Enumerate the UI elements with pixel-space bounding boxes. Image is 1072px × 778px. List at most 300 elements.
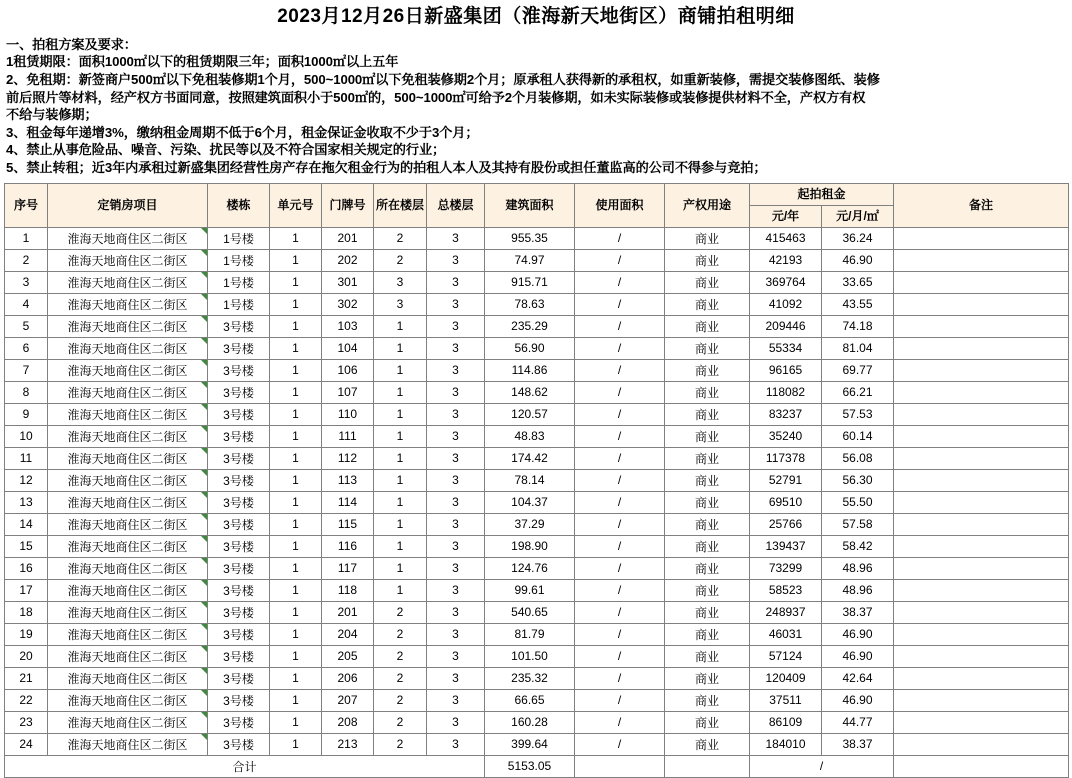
cell-total-floor: 3	[427, 249, 485, 271]
cell-index: 17	[5, 579, 48, 601]
cell-property-use: 商业	[665, 535, 750, 557]
cell-project: 淮海天地商住区二街区	[48, 645, 208, 667]
cell-building: 3号楼	[208, 689, 270, 711]
cell-price-month: 46.90	[822, 623, 894, 645]
table-row[interactable]	[5, 425, 1069, 447]
cell-build-area: 114.86	[485, 359, 575, 381]
cell-index: 6	[5, 337, 48, 359]
cell-remark	[894, 249, 1069, 271]
cell-building: 3号楼	[208, 359, 270, 381]
th-project: 定销房项目	[48, 183, 208, 227]
total-build-area: 5153.05	[485, 755, 575, 777]
cell-price-month: 38.37	[822, 601, 894, 623]
cell-property-use: 商业	[665, 579, 750, 601]
cell-unit: 1	[270, 645, 322, 667]
cell-total-floor: 3	[427, 337, 485, 359]
th-use-area: 使用面积	[575, 183, 665, 227]
cell-total-floor: 3	[427, 667, 485, 689]
table-row[interactable]	[5, 337, 1069, 359]
table-row[interactable]	[5, 359, 1069, 381]
cell-building: 1号楼	[208, 227, 270, 249]
cell-remark	[894, 579, 1069, 601]
total-use-area	[575, 755, 665, 777]
cell-price-year: 69510	[750, 491, 822, 513]
cell-property-use: 商业	[665, 381, 750, 403]
cell-unit: 1	[270, 249, 322, 271]
cell-building: 3号楼	[208, 491, 270, 513]
cell-index: 23	[5, 711, 48, 733]
cell-build-area: 120.57	[485, 403, 575, 425]
th-building: 楼栋	[208, 183, 270, 227]
table-row[interactable]	[5, 249, 1069, 271]
cell-unit: 1	[270, 447, 322, 469]
table-row[interactable]	[5, 403, 1069, 425]
table-row[interactable]	[5, 733, 1069, 755]
cell-property-use: 商业	[665, 249, 750, 271]
table-row[interactable]	[5, 271, 1069, 293]
cell-unit: 1	[270, 315, 322, 337]
cell-total-floor: 3	[427, 447, 485, 469]
cell-price-year: 96165	[750, 359, 822, 381]
cell-index: 7	[5, 359, 48, 381]
cell-remark	[894, 403, 1069, 425]
cell-price-month: 43.55	[822, 293, 894, 315]
cell-build-area: 104.37	[485, 491, 575, 513]
terms-line: 4、禁止从事危险品、噪音、污染、扰民等以及不符合国家相关规定的行业；	[6, 142, 446, 158]
cell-building: 3号楼	[208, 403, 270, 425]
cell-index: 3	[5, 271, 48, 293]
cell-price-month: 48.96	[822, 557, 894, 579]
cell-building: 3号楼	[208, 601, 270, 623]
cell-unit: 1	[270, 579, 322, 601]
table-row[interactable]	[5, 491, 1069, 513]
cell-building: 3号楼	[208, 513, 270, 535]
cell-price-year: 120409	[750, 667, 822, 689]
th-floor: 所在楼层	[374, 183, 427, 227]
total-price-year: /	[750, 755, 894, 777]
cell-total-floor: 3	[427, 425, 485, 447]
cell-door: 201	[322, 227, 374, 249]
cell-index: 2	[5, 249, 48, 271]
cell-floor: 1	[374, 403, 427, 425]
page-title: 2023月12月26日新盛集团（淮海新天地街区）商铺拍租明细	[277, 6, 795, 27]
cell-floor: 1	[374, 315, 427, 337]
cell-unit: 1	[270, 689, 322, 711]
cell-project: 淮海天地商住区二街区	[48, 557, 208, 579]
cell-use-area: /	[575, 381, 665, 403]
cell-use-area: /	[575, 359, 665, 381]
cell-use-area: /	[575, 249, 665, 271]
cell-building: 1号楼	[208, 293, 270, 315]
cell-price-month: 69.77	[822, 359, 894, 381]
table-row[interactable]	[5, 535, 1069, 557]
table-row[interactable]	[5, 601, 1069, 623]
cell-door: 107	[322, 381, 374, 403]
cell-unit: 1	[270, 337, 322, 359]
cell-property-use: 商业	[665, 227, 750, 249]
cell-build-area: 99.61	[485, 579, 575, 601]
cell-floor: 1	[374, 469, 427, 491]
cell-remark	[894, 491, 1069, 513]
cell-door: 302	[322, 293, 374, 315]
cell-build-area: 915.71	[485, 271, 575, 293]
cell-use-area: /	[575, 271, 665, 293]
cell-door: 202	[322, 249, 374, 271]
cell-index: 5	[5, 315, 48, 337]
cell-index: 1	[5, 227, 48, 249]
cell-total-floor: 3	[427, 381, 485, 403]
table-row[interactable]	[5, 711, 1069, 733]
table-body	[5, 227, 1069, 755]
cell-project: 淮海天地商住区二街区	[48, 601, 208, 623]
cell-price-month: 44.77	[822, 711, 894, 733]
cell-remark	[894, 337, 1069, 359]
total-row	[5, 755, 1069, 777]
cell-build-area: 48.83	[485, 425, 575, 447]
cell-use-area: /	[575, 491, 665, 513]
cell-door: 111	[322, 425, 374, 447]
cell-build-area: 101.50	[485, 645, 575, 667]
cell-floor: 2	[374, 601, 427, 623]
cell-door: 114	[322, 491, 374, 513]
cell-project: 淮海天地商住区二街区	[48, 227, 208, 249]
cell-project: 淮海天地商住区二街区	[48, 337, 208, 359]
table-row[interactable]	[5, 447, 1069, 469]
cell-unit: 1	[270, 271, 322, 293]
cell-unit: 1	[270, 601, 322, 623]
cell-project: 淮海天地商住区二街区	[48, 535, 208, 557]
cell-floor: 1	[374, 447, 427, 469]
cell-remark	[894, 711, 1069, 733]
cell-unit: 1	[270, 293, 322, 315]
table-row[interactable]	[5, 469, 1069, 491]
cell-build-area: 198.90	[485, 535, 575, 557]
cell-index: 10	[5, 425, 48, 447]
table-row[interactable]	[5, 623, 1069, 645]
cell-price-month: 46.90	[822, 689, 894, 711]
cell-remark	[894, 513, 1069, 535]
cell-floor: 1	[374, 425, 427, 447]
cell-use-area: /	[575, 337, 665, 359]
cell-property-use: 商业	[665, 601, 750, 623]
cell-unit: 1	[270, 733, 322, 755]
cell-door: 104	[322, 337, 374, 359]
cell-build-area: 81.79	[485, 623, 575, 645]
cell-property-use: 商业	[665, 315, 750, 337]
th-build-area: 建筑面积	[485, 183, 575, 227]
th-total-floor: 总楼层	[427, 183, 485, 227]
terms-line: 3、租金每年递增3%，缴纳租金周期不低于6个月，租金保证金收取不少于3个月；	[6, 124, 479, 140]
cell-building: 3号楼	[208, 579, 270, 601]
cell-total-floor: 3	[427, 227, 485, 249]
cell-property-use: 商业	[665, 271, 750, 293]
cell-property-use: 商业	[665, 403, 750, 425]
cell-price-month: 74.18	[822, 315, 894, 337]
cell-door: 207	[322, 689, 374, 711]
cell-price-year: 58523	[750, 579, 822, 601]
cell-floor: 1	[374, 381, 427, 403]
cell-remark	[894, 315, 1069, 337]
cell-build-area: 540.65	[485, 601, 575, 623]
cell-build-area: 78.14	[485, 469, 575, 491]
cell-total-floor: 3	[427, 711, 485, 733]
cell-project: 淮海天地商住区二街区	[48, 469, 208, 491]
cell-price-year: 83237	[750, 403, 822, 425]
cell-project: 淮海天地商住区二街区	[48, 733, 208, 755]
cell-property-use: 商业	[665, 667, 750, 689]
table-row[interactable]	[5, 689, 1069, 711]
cell-total-floor: 3	[427, 403, 485, 425]
cell-index: 12	[5, 469, 48, 491]
cell-price-year: 25766	[750, 513, 822, 535]
cell-project: 淮海天地商住区二街区	[48, 381, 208, 403]
cell-total-floor: 3	[427, 623, 485, 645]
cell-floor: 1	[374, 513, 427, 535]
cell-price-month: 60.14	[822, 425, 894, 447]
cell-use-area: /	[575, 403, 665, 425]
cell-remark	[894, 667, 1069, 689]
cell-property-use: 商业	[665, 513, 750, 535]
cell-remark	[894, 645, 1069, 667]
cell-floor: 1	[374, 535, 427, 557]
cell-build-area: 955.35	[485, 227, 575, 249]
cell-floor: 1	[374, 579, 427, 601]
cell-building: 3号楼	[208, 337, 270, 359]
cell-floor: 3	[374, 271, 427, 293]
cell-use-area: /	[575, 733, 665, 755]
cell-project: 淮海天地商住区二街区	[48, 689, 208, 711]
cell-unit: 1	[270, 425, 322, 447]
cell-remark	[894, 623, 1069, 645]
terms-heading: 一、拍租方案及要求：	[6, 36, 137, 52]
cell-price-month: 33.65	[822, 271, 894, 293]
cell-unit: 1	[270, 557, 322, 579]
cell-unit: 1	[270, 711, 322, 733]
cell-index: 8	[5, 381, 48, 403]
cell-floor: 2	[374, 645, 427, 667]
th-unit: 单元号	[270, 183, 322, 227]
cell-build-area: 235.32	[485, 667, 575, 689]
cell-door: 113	[322, 469, 374, 491]
th-door: 门牌号	[322, 183, 374, 227]
cell-price-month: 58.42	[822, 535, 894, 557]
table-row[interactable]	[5, 227, 1069, 249]
cell-price-year: 139437	[750, 535, 822, 557]
cell-project: 淮海天地商住区二街区	[48, 711, 208, 733]
cell-property-use: 商业	[665, 557, 750, 579]
cell-price-year: 73299	[750, 557, 822, 579]
cell-remark	[894, 557, 1069, 579]
cell-floor: 1	[374, 337, 427, 359]
cell-project: 淮海天地商住区二街区	[48, 315, 208, 337]
cell-use-area: /	[575, 689, 665, 711]
cell-remark	[894, 689, 1069, 711]
table-row[interactable]	[5, 557, 1069, 579]
cell-building: 3号楼	[208, 557, 270, 579]
table-row[interactable]	[5, 315, 1069, 337]
cell-unit: 1	[270, 359, 322, 381]
cell-remark	[894, 293, 1069, 315]
cell-index: 9	[5, 403, 48, 425]
table-row[interactable]	[5, 513, 1069, 535]
table-row[interactable]	[5, 645, 1069, 667]
cell-use-area: /	[575, 447, 665, 469]
cell-price-year: 117378	[750, 447, 822, 469]
cell-price-year: 369764	[750, 271, 822, 293]
cell-index: 11	[5, 447, 48, 469]
cell-door: 301	[322, 271, 374, 293]
cell-index: 13	[5, 491, 48, 513]
cell-index: 19	[5, 623, 48, 645]
cell-building: 3号楼	[208, 535, 270, 557]
cell-project: 淮海天地商住区二街区	[48, 513, 208, 535]
cell-unit: 1	[270, 469, 322, 491]
cell-index: 18	[5, 601, 48, 623]
total-remark	[894, 755, 1069, 777]
cell-door: 204	[322, 623, 374, 645]
cell-use-area: /	[575, 645, 665, 667]
cell-door: 106	[322, 359, 374, 381]
cell-remark	[894, 469, 1069, 491]
terms-line: 前后照片等材料，经产权方书面同意，按照建筑面积小于500㎡的，500~1000㎡可给予2个月装修期，如未实际装修或装修提供材料不全，产权方有权	[6, 89, 866, 105]
table-row[interactable]	[5, 381, 1069, 403]
cell-project: 淮海天地商住区二街区	[48, 359, 208, 381]
cell-door: 115	[322, 513, 374, 535]
listing-table	[4, 183, 1069, 778]
cell-property-use: 商业	[665, 733, 750, 755]
cell-price-month: 56.30	[822, 469, 894, 491]
table-row[interactable]	[5, 293, 1069, 315]
cell-use-area: /	[575, 579, 665, 601]
th-start-price: 起拍租金	[750, 183, 894, 205]
cell-use-area: /	[575, 557, 665, 579]
th-remark: 备注	[894, 183, 1069, 227]
cell-price-month: 36.24	[822, 227, 894, 249]
cell-price-year: 57124	[750, 645, 822, 667]
table-footer	[5, 755, 1069, 777]
cell-remark	[894, 535, 1069, 557]
cell-unit: 1	[270, 403, 322, 425]
cell-total-floor: 3	[427, 557, 485, 579]
cell-building: 3号楼	[208, 425, 270, 447]
cell-total-floor: 3	[427, 733, 485, 755]
cell-build-area: 148.62	[485, 381, 575, 403]
cell-total-floor: 3	[427, 579, 485, 601]
cell-door: 208	[322, 711, 374, 733]
th-property-use: 产权用途	[665, 183, 750, 227]
cell-floor: 2	[374, 733, 427, 755]
cell-project: 淮海天地商住区二街区	[48, 447, 208, 469]
cell-floor: 2	[374, 689, 427, 711]
cell-build-area: 37.29	[485, 513, 575, 535]
cell-remark	[894, 733, 1069, 755]
cell-index: 24	[5, 733, 48, 755]
cell-price-month: 57.58	[822, 513, 894, 535]
cell-unit: 1	[270, 491, 322, 513]
cell-floor: 1	[374, 557, 427, 579]
th-price-year: 元/年	[750, 205, 822, 227]
cell-property-use: 商业	[665, 425, 750, 447]
table-row[interactable]	[5, 579, 1069, 601]
cell-unit: 1	[270, 227, 322, 249]
cell-building: 3号楼	[208, 711, 270, 733]
cell-build-area: 74.97	[485, 249, 575, 271]
cell-door: 110	[322, 403, 374, 425]
cell-total-floor: 3	[427, 469, 485, 491]
cell-door: 117	[322, 557, 374, 579]
cell-remark	[894, 227, 1069, 249]
cell-property-use: 商业	[665, 337, 750, 359]
terms-block	[4, 36, 1068, 181]
cell-use-area: /	[575, 623, 665, 645]
cell-property-use: 商业	[665, 293, 750, 315]
cell-total-floor: 3	[427, 513, 485, 535]
cell-build-area: 66.65	[485, 689, 575, 711]
cell-floor: 2	[374, 667, 427, 689]
cell-build-area: 78.63	[485, 293, 575, 315]
cell-remark	[894, 447, 1069, 469]
cell-project: 淮海天地商住区二街区	[48, 249, 208, 271]
cell-unit: 1	[270, 535, 322, 557]
cell-project: 淮海天地商住区二街区	[48, 491, 208, 513]
cell-total-floor: 3	[427, 689, 485, 711]
cell-price-year: 46031	[750, 623, 822, 645]
cell-price-year: 118082	[750, 381, 822, 403]
cell-use-area: /	[575, 227, 665, 249]
cell-use-area: /	[575, 667, 665, 689]
cell-price-year: 52791	[750, 469, 822, 491]
cell-price-year: 55334	[750, 337, 822, 359]
cell-price-month: 81.04	[822, 337, 894, 359]
cell-floor: 1	[374, 359, 427, 381]
cell-price-month: 56.08	[822, 447, 894, 469]
cell-property-use: 商业	[665, 645, 750, 667]
cell-remark	[894, 425, 1069, 447]
cell-index: 4	[5, 293, 48, 315]
cell-project: 淮海天地商住区二街区	[48, 425, 208, 447]
cell-build-area: 235.29	[485, 315, 575, 337]
cell-price-month: 55.50	[822, 491, 894, 513]
cell-index: 21	[5, 667, 48, 689]
terms-line: 不给与装修期；	[6, 107, 98, 123]
cell-building: 3号楼	[208, 469, 270, 491]
cell-floor: 2	[374, 711, 427, 733]
cell-price-year: 248937	[750, 601, 822, 623]
cell-property-use: 商业	[665, 711, 750, 733]
cell-building: 3号楼	[208, 381, 270, 403]
cell-property-use: 商业	[665, 491, 750, 513]
cell-project: 淮海天地商住区二街区	[48, 271, 208, 293]
cell-door: 206	[322, 667, 374, 689]
cell-floor: 2	[374, 623, 427, 645]
cell-floor: 2	[374, 249, 427, 271]
terms-line: 5、禁止转租；近3年内承租过新盛集团经营性房产存在拖欠租金行为的拍租人本人及其持有股份或担任董监高的公司不得参与竞拍；	[6, 159, 767, 175]
cell-property-use: 商业	[665, 447, 750, 469]
cell-price-year: 209446	[750, 315, 822, 337]
terms-line: 2、免租期：新签商户500㎡以下免租装修期1个月，500~1000㎡以下免租装修期2个月；原承租人获得新的承租权，如重新装修，需提交装修图纸、装修	[6, 71, 880, 87]
cell-build-area: 174.42	[485, 447, 575, 469]
cell-door: 213	[322, 733, 374, 755]
cell-index: 14	[5, 513, 48, 535]
cell-door: 116	[322, 535, 374, 557]
table-row[interactable]	[5, 667, 1069, 689]
th-price-month: 元/月/㎡	[822, 205, 894, 227]
cell-build-area: 160.28	[485, 711, 575, 733]
cell-property-use: 商业	[665, 469, 750, 491]
cell-index: 15	[5, 535, 48, 557]
cell-floor: 2	[374, 227, 427, 249]
cell-remark	[894, 601, 1069, 623]
